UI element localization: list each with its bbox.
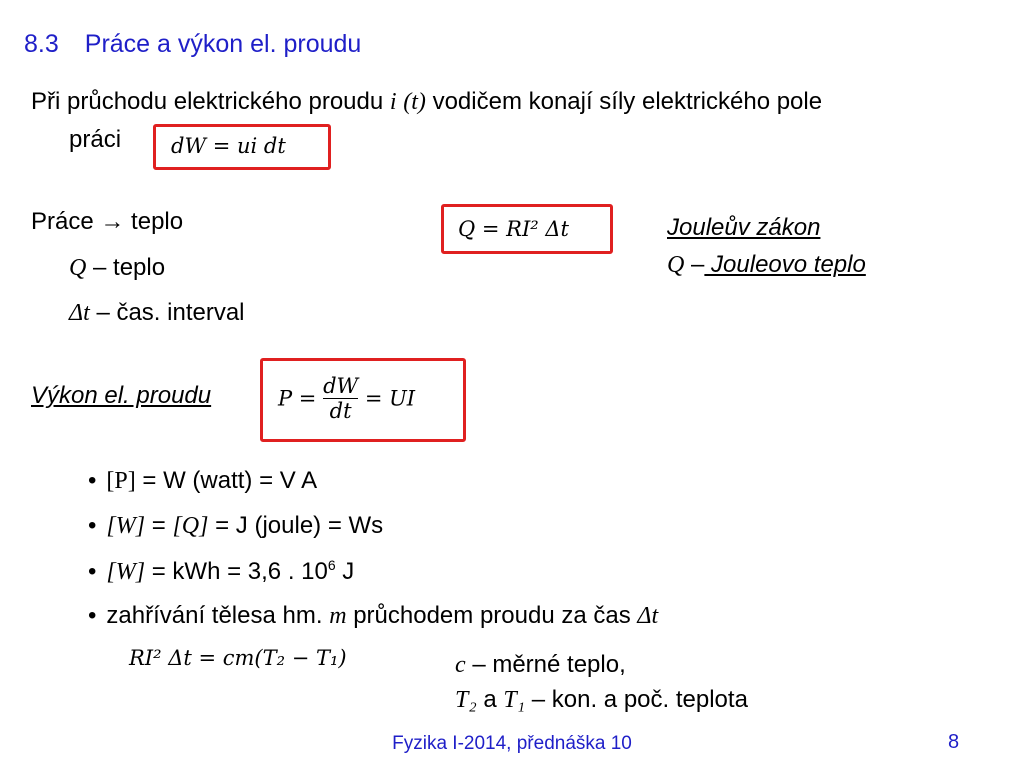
intro-text-2: vodičem konají síly elektrického pole [432, 88, 823, 115]
fraction-numerator: dW [323, 374, 359, 398]
intro-line-1 [31, 88, 822, 116]
symbol-t2: T₂ [455, 687, 477, 713]
symbol-q-joule: Q [667, 252, 685, 278]
intro-text: Při průchodu elektrického proudu [31, 88, 384, 115]
bullet-icon: • [88, 602, 97, 629]
symbol-m: m [329, 603, 347, 629]
equation-heat: RI² Δt = cm(T₂ − T₁) [129, 646, 347, 670]
equation-joule-box [441, 204, 613, 254]
unit-symbol-w: [W] [106, 513, 146, 539]
unit-symbol-p: [P] [106, 468, 136, 494]
page-number: 8 [948, 731, 960, 753]
equation-joule: Q = RI² Δt [458, 217, 569, 241]
and-word: a [476, 686, 504, 713]
bullet-text: = W (watt) = V A [135, 467, 318, 494]
footer-text: Fyzika I-2014, přednáška 10 [392, 733, 632, 754]
heat-note-c [455, 651, 626, 679]
section-number: 8.3 [24, 30, 59, 58]
fraction-denominator: dt [323, 398, 358, 423]
bullet-tail: J [335, 558, 355, 585]
c-description: – měrné teplo, [465, 651, 626, 678]
bullet-item-3 [88, 557, 354, 586]
section-title: Práce a výkon el. proudu [84, 30, 362, 58]
q-definition [69, 254, 165, 282]
power-label [31, 382, 211, 410]
bullet-item-1 [88, 467, 317, 495]
unit-symbol-q: [Q] [172, 513, 209, 539]
equation-work: dW = ui dt [171, 134, 286, 158]
bullet-icon: • [88, 512, 97, 539]
symbol-i: i [389, 89, 397, 115]
heat-note-t [455, 686, 748, 714]
intro-line-2: práci [69, 126, 122, 153]
symbol-q: Q [69, 255, 87, 281]
joule-heat-text: Jouleovo teplo [704, 251, 866, 278]
power-lhs: P = [278, 386, 317, 411]
bullet-text: zahřívání tělesa hm. [106, 602, 330, 629]
heading-work: Práce [31, 208, 94, 235]
q-description: – teplo [93, 254, 166, 281]
bullet-text: = kWh = 3,6 . 10 [145, 558, 328, 585]
heading-heat: teplo [131, 208, 184, 235]
unit-symbol-w-kwh: [W] [106, 559, 146, 585]
bullet-item-2 [88, 512, 383, 540]
power-label-text: Výkon el. proudu [31, 382, 212, 409]
bullet-icon: • [88, 467, 97, 494]
dt-definition [69, 299, 245, 327]
dt-description: – čas. interval [96, 299, 245, 326]
exponent: 6 [327, 557, 336, 573]
symbol-t1: T₁ [503, 687, 526, 713]
bullet-item-4 [88, 602, 658, 630]
dash: – [691, 251, 705, 278]
equation-power-box [260, 358, 466, 442]
bullet-text: = J (joule) = Ws [208, 512, 384, 539]
t-description: – kon. a poč. teplota [525, 686, 748, 713]
bullet-text-2: průchodem proudu za čas [346, 602, 638, 629]
power-rhs: = UI [364, 386, 416, 411]
slide-title [24, 30, 361, 59]
symbol-dt-2: Δt [637, 603, 659, 629]
symbol-dt: Δt [69, 300, 90, 326]
arrow-icon: → [100, 208, 125, 235]
symbol-c: c [455, 652, 466, 678]
equation-power [278, 374, 415, 423]
joule-law-text: Jouleův zákon [667, 214, 821, 241]
power-fraction [323, 374, 358, 423]
joule-heat-label [667, 251, 866, 279]
work-heat-heading [31, 208, 183, 236]
bullet-equals: = [145, 512, 173, 539]
symbol-t: (t) [403, 89, 426, 115]
joule-law-label [667, 214, 820, 242]
bullet-icon: • [88, 558, 97, 585]
equation-work-box [153, 124, 331, 170]
